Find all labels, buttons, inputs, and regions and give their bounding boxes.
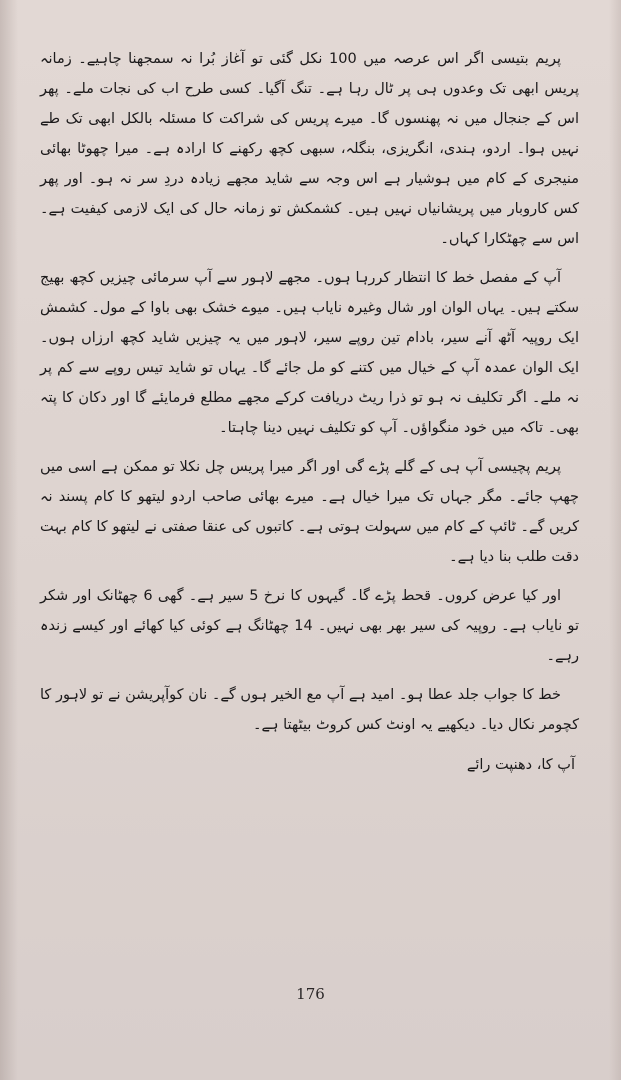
paragraph-2: آپ کے مفصل خط کا انتظار کررہا ہوں۔ مجھے لاہور سے آپ سرمائی چیزیں کچھ بھیج سکتے ہیں۔ یہاں الوان اور شال وغیرہ نایاب ہیں۔ میوے خشک بھی باوا کے مول۔ کشمش ایک روپیہ آٹھ آنے سیر، بادام تین روپے سیر، لاہور میں یہ چیزیں شاید کچھ ارزاں ہوں۔ ایک الوان عمدہ آپ کے خیال میں کتنے کو مل جائے گا۔ یہاں تو شاید تیس روپے سے کم پر نہ ملے۔ اگر تکلیف نہ ہو تو ذرا ریٹ دریافت کرکے مجھے مطلع فرمایئے گا اور دکان کا پتہ بھی۔ تاکہ میں خود منگواؤں۔ آپ کو تکلیف نہیں دینا چاہتا۔ bbox=[40, 270, 579, 436]
paragraph-1: پریم بتیسی اگر اس عرصہ میں 100 نکل گئی تو آغاز بُرا نہ سمجھنا چاہیے۔ زمانہ پریس ابھی تک وعدوں ہی پر ٹال رہا ہے۔ تنگ آگیا۔ کسی طرح اب کی نجات ملے۔ پھر اس کے جنجال میں نہ پھنسوں گا۔ میرے پریس کی شراکت کا مسئلہ بالکل ابھی تک طے نہیں ہوا۔ اردو، ہندی، انگریزی، بنگلہ، سبھی کچھ رکھنے کا ارادہ ہے۔ میرا چھوٹا بھائی منیجری کے کام میں ہوشیار ہے اس وجہ سے شاید مجھے زیادہ دردِ سر نہ ہو۔ اور پھر کس کاروبار میں پریشانیاں نہیں ہیں۔ کشمکش تو زمانہ حال کی ایک لازمی کیفیت ہے۔ اس سے چھٹکارا کہاں۔ bbox=[40, 51, 579, 247]
paragraph-5: خط کا جواب جلد عطا ہو۔ امید ہے آپ مع الخیر ہوں گے۔ نان کوآپریشن نے تو لاہور کا کچومر نکال دیا۔ دیکھیے یہ اونٹ کس کروٹ بیٹھتا ہے۔ bbox=[40, 687, 579, 733]
letter-body bbox=[40, 44, 579, 780]
paragraph-4: اور کیا عرض کروں۔ قحط پڑے گا۔ گیہوں کا نرخ 5 سیر ہے۔ گھی 6 چھٹانک اور شکر تو نایاب ہے۔ روپیہ کی سیر بھر بھی نہیں۔ 14 چھٹانگ ہے کوئی کیا کھائے اور کیسے زندہ رہے۔ bbox=[40, 588, 579, 664]
paragraph-3: پریم پچیسی آپ ہی کے گلے پڑے گی اور اگر میرا پریس چل نکلا تو ممکن ہے اسی میں چھپ جائے۔ مگر جہاں تک میرا خیال ہے۔ میرے بھائی صاحب اردو لیتھو کا کام پسند نہ کریں گے۔ ٹائپ کے کام میں سہولت ہوتی ہے۔ کاتبوں کی عنقا صفتی نے لیتھو کا کام بہت دقت طلب بنا دیا ہے۔ bbox=[40, 459, 579, 565]
signature: آپ کا، دھنپت رائے bbox=[466, 757, 575, 773]
page-number: 176 bbox=[296, 985, 325, 1003]
